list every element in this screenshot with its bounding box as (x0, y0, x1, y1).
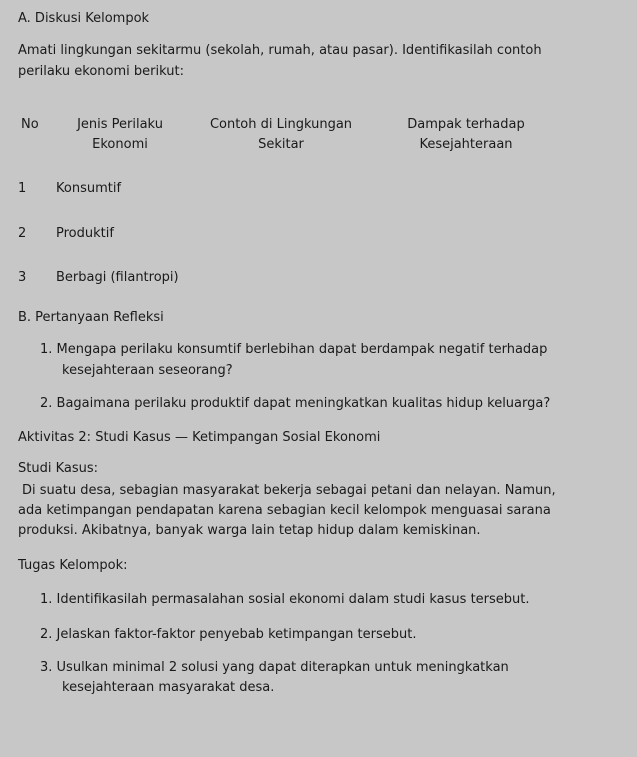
reflection-question-1-line1: 1. Mengapa perilaku konsumtif berlebihan dapat berdampak negatif terhadap (40, 342, 548, 357)
section-a-heading: A. Diskusi Kelompok (18, 11, 150, 26)
table-row-no: 2 (18, 226, 27, 241)
group-task-2: 2. Jelaskan faktor-faktor penyebab ketimpangan tersebut. (40, 627, 417, 642)
table-header-dampak-line2: Kesejahteraan (419, 137, 513, 152)
case-study-line2: ada ketimpangan pendapatan karena sebagian kecil kelompok menguasai sarana (18, 503, 551, 518)
table-header-jenis-line2: Ekonomi (92, 137, 148, 152)
table-row-jenis: Berbagi (filantropi) (56, 270, 179, 285)
case-study-line3: produksi. Akibatnya, banyak warga lain tetap hidup dalam kemiskinan. (18, 523, 481, 538)
case-study-label: Studi Kasus: (18, 461, 99, 476)
table-row-no: 1 (18, 181, 27, 196)
table-header-contoh-line1: Contoh di Lingkungan (209, 117, 353, 132)
table-row-no: 3 (18, 270, 27, 285)
group-task-3-line1: 3. Usulkan minimal 2 solusi yang dapat diterapkan untuk meningkatkan (40, 660, 509, 675)
table-header-no: No (21, 117, 39, 132)
case-study-line1: Di suatu desa, sebagian masyarakat bekerja sebagai petani dan nelayan. Namun, (22, 483, 556, 498)
section-b-heading: B. Pertanyaan Refleksi (18, 310, 164, 325)
table-header-jenis-line1: Jenis Perilaku (77, 117, 163, 132)
table-row-jenis: Konsumtif (56, 181, 122, 196)
table-header-contoh-line2: Sekitar (258, 137, 304, 152)
reflection-question-1-line2: kesejahteraan seseorang? (62, 363, 233, 378)
section-a-instruction-line1: Amati lingkungan sekitarmu (sekolah, rumah, atau pasar). Identifikasilah contoh (18, 43, 542, 58)
group-task-3-line2: kesejahteraan masyarakat desa. (62, 680, 275, 695)
reflection-question-2: 2. Bagaimana perilaku produktif dapat meningkatkan kualitas hidup keluarga? (40, 396, 551, 411)
group-task-label: Tugas Kelompok: (18, 558, 128, 573)
table-row-jenis: Produktif (56, 226, 114, 241)
section-a-instruction-line2: perilaku ekonomi berikut: (18, 64, 184, 79)
activity-2-heading: Aktivitas 2: Studi Kasus — Ketimpangan Sosial Ekonomi (18, 430, 381, 445)
table-header-dampak-line1: Dampak terhadap (407, 117, 525, 132)
group-task-1: 1. Identifikasilah permasalahan sosial ekonomi dalam studi kasus tersebut. (40, 592, 530, 607)
